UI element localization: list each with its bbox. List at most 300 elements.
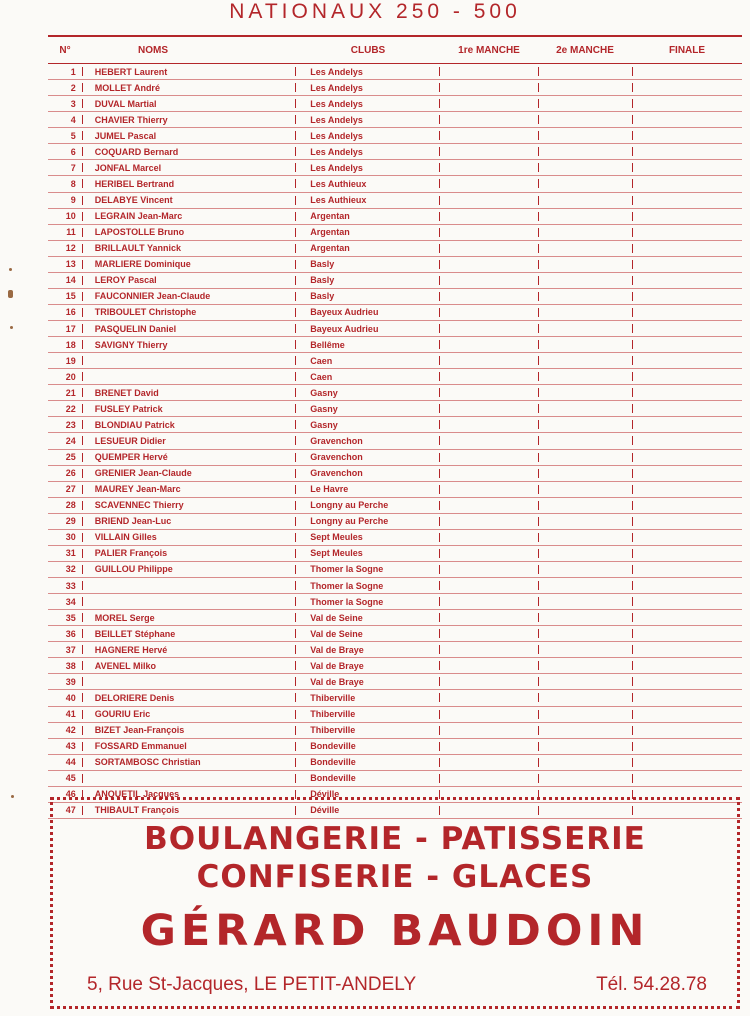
row-name: DUVAL Martial [94,98,157,109]
table-row [48,369,742,385]
column-separator [439,163,440,172]
column-separator [439,469,440,478]
column-separator [632,597,633,606]
advert-footer [53,974,737,996]
column-separator [439,292,440,301]
row-name: LEROY Pascal [94,275,157,286]
row-num: 8 [70,178,76,189]
row-name: SCAVENNEC Thierry [94,500,184,511]
column-separator [538,453,539,462]
column-separator [538,501,539,510]
column-separator [538,549,539,558]
row-club: Gasny [310,403,338,414]
column-separator [632,661,633,670]
row-name: DELORIERE Denis [94,692,175,703]
row-club: Les Andelys [310,114,363,125]
row-num: 47 [65,805,76,816]
column-separator [439,517,440,526]
row-club: Bayeux Audrieu [310,323,379,334]
row-num: 34 [65,596,76,607]
row-num: 17 [65,323,76,334]
column-separator [439,260,440,269]
margin-dot [9,268,12,271]
row-club: Thomer la Sogne [310,580,384,591]
row-name: HEBERT Laurent [94,66,168,77]
row-name: SORTAMBOSC Christian [94,757,201,768]
column-separator [538,436,539,445]
page-title: NATIONAUX 250 - 500 [229,0,521,23]
row-num: 32 [65,564,76,575]
table-row [48,160,742,176]
column-separator [439,710,440,719]
header-manche1: 1re MANCHE [458,44,520,56]
row-club: Thomer la Sogne [310,564,384,575]
column-separator [632,324,633,333]
column-separator [538,212,539,221]
row-name: CHAVIER Thierry [94,114,168,125]
column-separator [632,420,633,429]
row-club: Déville [310,789,340,800]
row-club: Basly [310,275,335,286]
row-name: COQUARD Bernard [94,146,179,157]
column-separator [632,453,633,462]
column-separator [538,613,539,622]
advert-line1: BOULANGERIE - PATISSERIE [144,821,646,857]
row-club: Bondeville [310,757,356,768]
table-row [48,755,742,771]
table-row [48,562,742,578]
row-club: Bayeux Audrieu [310,307,379,318]
column-separator [538,179,539,188]
row-num: 21 [65,387,76,398]
row-club: Val de Braye [310,644,364,655]
column-separator [439,388,440,397]
column-separator [439,549,440,558]
row-name: VILLAIN Gilles [94,532,157,543]
column-separator [538,83,539,92]
row-num: 26 [65,468,76,479]
table-row [48,305,742,321]
table-row [48,289,742,305]
column-separator [632,67,633,76]
row-num: 12 [65,243,76,254]
column-separator [538,533,539,542]
column-separator [439,196,440,205]
table-row [48,433,742,449]
row-club: Thiberville [310,725,356,736]
row-num: 46 [65,789,76,800]
row-club: Basly [310,291,335,302]
row-club: Thomer la Sogne [310,596,384,607]
column-separator [632,758,633,767]
column-separator [439,581,440,590]
table-row [48,578,742,594]
table-body [48,64,742,819]
row-name: LEGRAIN Jean-Marc [94,211,183,222]
row-name: THIBAULT François [94,805,180,816]
column-separator [632,244,633,253]
column-separator [439,131,440,140]
column-separator [632,340,633,349]
column-separator [632,517,633,526]
column-separator [632,565,633,574]
column-separator [632,99,633,108]
table-row [48,690,742,706]
column-separator [538,388,539,397]
table-row [48,594,742,610]
row-name: GOURIU Eric [94,709,151,720]
table-row [48,64,742,80]
column-separator [538,115,539,124]
advert-line2: CONFISERIE - GLACES [196,859,594,895]
column-separator [439,693,440,702]
column-separator [538,742,539,751]
column-separator [538,693,539,702]
row-club: Sept Meules [310,548,363,559]
column-separator [439,179,440,188]
row-num: 27 [65,484,76,495]
margin-dot [10,326,13,329]
table-header [48,37,742,64]
table-row [48,723,742,739]
row-name: BRENET David [94,387,159,398]
table-row [48,674,742,690]
row-num: 18 [65,339,76,350]
column-separator [439,436,440,445]
table-row [48,112,742,128]
row-name: FUSLEY Patrick [94,403,163,414]
column-separator [632,629,633,638]
column-separator [538,99,539,108]
column-separator [538,517,539,526]
row-club: Gasny [310,419,338,430]
advert-phone: Tél. 54.28.78 [596,974,707,995]
table-row [48,530,742,546]
column-separator [439,404,440,413]
row-name: HAGNERE Hervé [94,644,168,655]
row-club: Basly [310,259,335,270]
column-separator [538,228,539,237]
table-row [48,144,742,160]
row-club: Val de Braye [310,676,364,687]
column-separator [632,115,633,124]
table-row [48,241,742,257]
table-row [48,626,742,642]
row-club: Val de Braye [310,660,364,671]
header-manche2: 2e MANCHE [556,44,614,56]
column-separator [538,356,539,365]
column-separator [538,420,539,429]
row-num: 19 [65,355,76,366]
header-num: N° [59,44,71,56]
row-name: BLONDIAU Patrick [94,419,175,430]
table-row [48,450,742,466]
row-num: 5 [70,130,76,141]
table-row [48,707,742,723]
table-row [48,610,742,626]
row-club: Longny au Perche [310,516,389,527]
row-num: 25 [65,452,76,463]
row-num: 16 [65,307,76,318]
column-separator [538,485,539,494]
row-num: 38 [65,660,76,671]
column-separator [82,581,83,590]
column-separator [632,613,633,622]
column-separator [632,131,633,140]
column-separator [538,629,539,638]
row-name: LAPOSTOLLE Bruno [94,227,185,238]
column-separator [439,324,440,333]
column-separator [632,196,633,205]
column-separator [439,244,440,253]
column-separator [439,597,440,606]
column-separator [632,774,633,783]
column-separator [632,693,633,702]
column-separator [439,147,440,156]
table-row [48,401,742,417]
column-separator [439,774,440,783]
table-row [48,80,742,96]
column-separator [439,629,440,638]
row-name: ANQUETIL Jacques [94,789,180,800]
column-separator [632,276,633,285]
row-club: Argentan [310,211,350,222]
table-row [48,321,742,337]
row-num: 29 [65,516,76,527]
column-separator [439,340,440,349]
row-num: 42 [65,725,76,736]
table-row [48,498,742,514]
row-club: Gravenchon [310,452,363,463]
row-num: 36 [65,628,76,639]
row-name: MARLIERE Dominique [94,259,191,270]
row-name: JONFAL Marcel [94,162,162,173]
column-separator [538,196,539,205]
table-row [48,353,742,369]
bakery-advert [50,797,740,1009]
column-separator [439,276,440,285]
row-num: 22 [65,403,76,414]
header-finale: FINALE [668,44,706,56]
column-separator [632,726,633,735]
row-num: 4 [70,114,76,125]
column-separator [632,485,633,494]
table-row [48,385,742,401]
column-separator [538,131,539,140]
column-separator [632,742,633,751]
row-num: 40 [65,692,76,703]
row-club: Le Havre [310,484,349,495]
row-name: AVENEL Milko [94,660,156,671]
column-separator [82,677,83,686]
column-separator [632,356,633,365]
column-separator [632,549,633,558]
column-separator [632,308,633,317]
row-num: 24 [65,435,76,446]
margin-dot [8,290,13,298]
row-num: 15 [65,291,76,302]
column-separator [632,581,633,590]
row-num: 35 [65,612,76,623]
column-separator [538,758,539,767]
column-separator [439,228,440,237]
row-name: FOSSARD Emmanuel [94,741,187,752]
row-num: 33 [65,580,76,591]
table-row [48,658,742,674]
column-separator [439,645,440,654]
column-separator [632,645,633,654]
row-num: 44 [65,757,76,768]
row-club: Gravenchon [310,435,363,446]
column-separator [538,292,539,301]
column-separator [538,260,539,269]
row-num: 30 [65,532,76,543]
table-row [48,417,742,433]
column-separator [538,404,539,413]
table-row [48,514,742,530]
row-name: TRIBOULET Christophe [94,307,197,318]
margin-dot [11,795,14,798]
column-separator [538,308,539,317]
table-row [48,771,742,787]
row-club: Argentan [310,227,350,238]
row-num: 41 [65,709,76,720]
table-row [48,642,742,658]
table-row [48,546,742,562]
row-club: Sept Meules [310,532,363,543]
row-num: 3 [70,98,76,109]
row-name: MOLLET André [94,82,160,93]
column-separator [538,774,539,783]
row-name: PASQUELIN Daniel [94,323,177,334]
results-table [48,35,742,819]
column-separator [439,115,440,124]
row-num: 9 [70,195,76,206]
column-separator [439,485,440,494]
header-name: NOMS [138,44,168,56]
table-row [48,225,742,241]
row-num: 28 [65,500,76,511]
table-row [48,739,742,755]
column-separator [439,758,440,767]
row-club: Les Andelys [310,66,363,77]
column-separator [538,276,539,285]
column-separator [439,83,440,92]
column-separator [538,244,539,253]
column-separator [538,710,539,719]
row-name: DELABYE Vincent [94,195,173,206]
row-num: 10 [65,211,76,222]
row-num: 1 [70,66,76,77]
row-num: 14 [65,275,76,286]
row-name: BRILLAULT Yannick [94,243,181,254]
column-separator [632,404,633,413]
column-separator [538,645,539,654]
column-separator [439,501,440,510]
row-name: GUILLOU Philippe [94,564,173,575]
row-club: Les Authieux [310,195,367,206]
row-name: BEILLET Stéphane [94,628,176,639]
row-club: Thiberville [310,709,356,720]
column-separator [439,726,440,735]
row-club: Val de Seine [310,612,363,623]
header-club: CLUBS [350,44,386,56]
column-separator [632,436,633,445]
row-club: Caen [310,355,333,366]
column-separator [538,324,539,333]
column-separator [82,372,83,381]
column-separator [538,661,539,670]
row-club: Bellême [310,339,345,350]
column-separator [538,726,539,735]
row-num: 11 [66,227,76,238]
row-club: Bondeville [310,741,356,752]
column-separator [632,83,633,92]
row-num: 31 [65,548,76,559]
row-name: HERIBEL Bertrand [94,178,175,189]
column-separator [538,597,539,606]
row-num: 6 [70,146,76,157]
column-separator [632,228,633,237]
column-separator [632,260,633,269]
column-separator [632,501,633,510]
row-name: JUMEL Pascal [94,130,157,141]
column-separator [632,533,633,542]
column-separator [538,163,539,172]
row-name: BIZET Jean-François [94,725,185,736]
column-separator [439,661,440,670]
column-separator [632,147,633,156]
row-club: Argentan [310,243,350,254]
column-separator [538,677,539,686]
table-row [48,209,742,225]
table-row [48,128,742,144]
column-separator [82,597,83,606]
column-separator [439,372,440,381]
row-name: BRIEND Jean-Luc [94,516,172,527]
row-club: Thiberville [310,692,356,703]
row-num: 23 [65,419,76,430]
column-separator [439,356,440,365]
column-separator [538,372,539,381]
column-separator [439,308,440,317]
column-separator [632,163,633,172]
row-club: Les Andelys [310,130,363,141]
row-club: Gravenchon [310,468,363,479]
row-club: Les Andelys [310,98,363,109]
row-club: Les Authieux [310,178,367,189]
column-separator [439,453,440,462]
row-name: MAUREY Jean-Marc [94,484,181,495]
column-separator [82,356,83,365]
row-name: LESUEUR Didier [94,435,166,446]
row-club: Les Andelys [310,82,363,93]
table-row [48,466,742,482]
row-name: SAVIGNY Thierry [94,339,168,350]
row-num: 7 [70,162,76,173]
advert-name: GÉRARD BAUDOIN [140,906,650,956]
column-separator [632,212,633,221]
row-num: 43 [65,741,76,752]
column-separator [538,565,539,574]
column-separator [538,469,539,478]
column-separator [439,742,440,751]
column-separator [632,469,633,478]
advert-address: 5, Rue St-Jacques, LE PETIT-ANDELY [87,974,417,995]
row-num: 39 [65,676,76,687]
row-club: Bondeville [310,773,356,784]
column-separator [632,179,633,188]
